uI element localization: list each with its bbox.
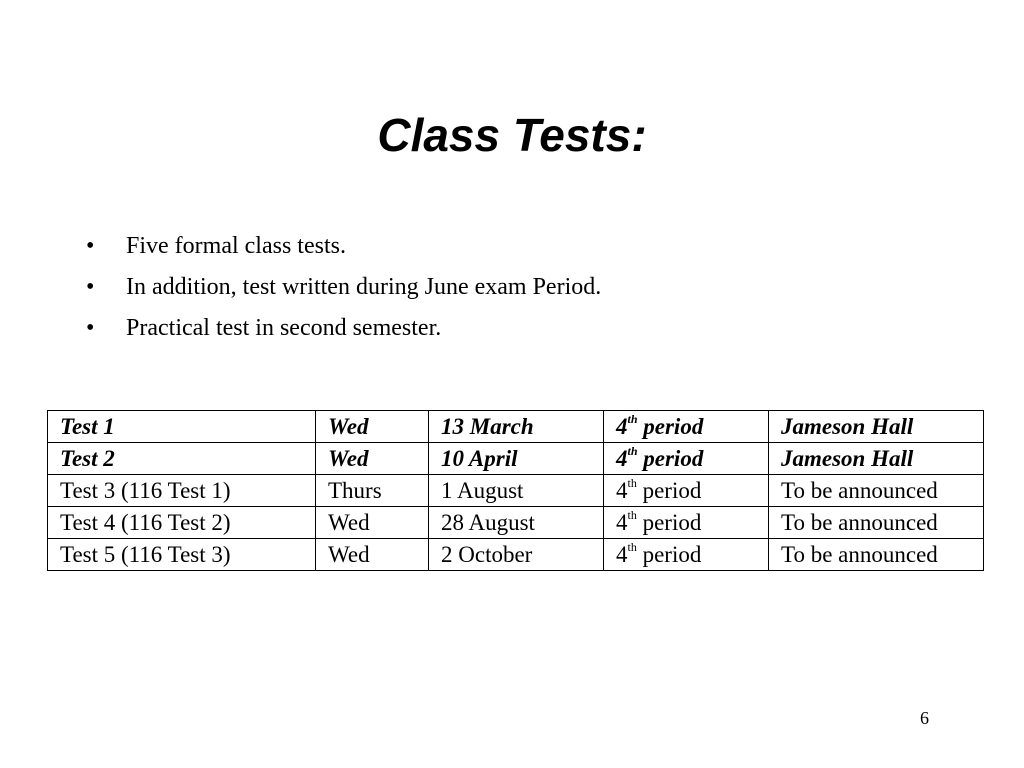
date-cell: 13 March (429, 411, 604, 443)
table-row (48, 539, 984, 571)
venue-cell: To be announced (769, 539, 984, 571)
test-schedule-table (47, 410, 984, 571)
venue-cell: Jameson Hall (769, 443, 984, 475)
date-cell: 2 October (429, 539, 604, 571)
day-cell: Wed (316, 507, 429, 539)
date-cell: 28 August (429, 507, 604, 539)
test-name-cell: Test 4 (116 Test 2) (48, 507, 316, 539)
bullet-text: Practical test in second semester. (126, 315, 442, 341)
bullet-icon: • (86, 274, 95, 300)
page-number: 6 (920, 708, 929, 728)
test-name-cell: Test 1 (48, 411, 316, 443)
period-cell: 4th period (604, 539, 769, 571)
period-cell: 4th period (604, 443, 769, 475)
venue-cell: Jameson Hall (769, 411, 984, 443)
test-name-cell: Test 2 (48, 443, 316, 475)
slide-title: Class Tests: (377, 109, 647, 161)
day-cell: Wed (316, 411, 429, 443)
venue-cell: To be announced (769, 475, 984, 507)
bullet-item (86, 310, 601, 351)
table-row (48, 507, 984, 539)
day-cell: Wed (316, 539, 429, 571)
bullet-item (86, 269, 601, 310)
day-cell: Thurs (316, 475, 429, 507)
date-cell: 10 April (429, 443, 604, 475)
bullet-icon: • (86, 233, 95, 259)
bullet-text: Five formal class tests. (126, 233, 346, 259)
period-cell: 4th period (604, 475, 769, 507)
table-row (48, 443, 984, 475)
bullet-item (86, 228, 601, 269)
bullet-icon: • (86, 315, 95, 341)
table-row (48, 475, 984, 507)
bullet-list (86, 228, 601, 351)
period-cell: 4th period (604, 507, 769, 539)
period-cell: 4th period (604, 411, 769, 443)
venue-cell: To be announced (769, 507, 984, 539)
test-name-cell: Test 3 (116 Test 1) (48, 475, 316, 507)
table-row (48, 411, 984, 443)
day-cell: Wed (316, 443, 429, 475)
test-name-cell: Test 5 (116 Test 3) (48, 539, 316, 571)
bullet-text: In addition, test written during June exam Period. (126, 274, 602, 300)
date-cell: 1 August (429, 475, 604, 507)
